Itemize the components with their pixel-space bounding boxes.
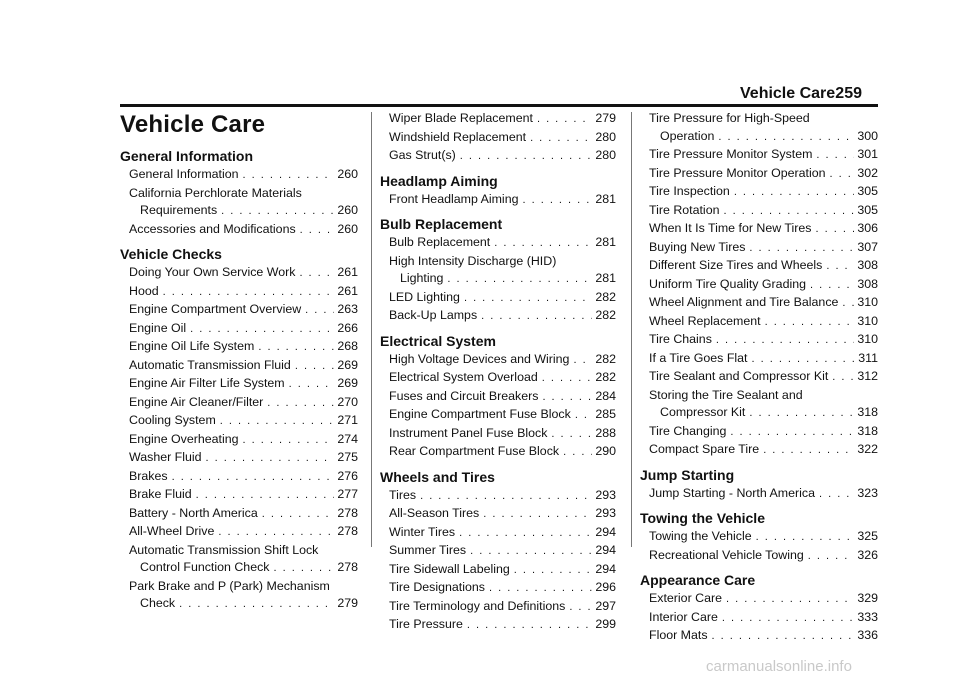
toc-column-1: [120, 110, 358, 614]
dot-leader: [537, 111, 592, 129]
dot-leader: [819, 486, 854, 504]
toc-entry-page: 310: [857, 295, 878, 309]
dot-leader: [459, 525, 592, 543]
dot-leader: [542, 389, 592, 407]
toc-entry-label: Windshield Replacement: [389, 129, 527, 144]
watermark: carmanualsonline.info: [706, 658, 852, 675]
toc-entry-page: 323: [857, 485, 878, 500]
toc-entry-page: 325: [857, 529, 878, 543]
toc-entry: [380, 406, 616, 425]
dot-leader: [749, 240, 854, 258]
toc-entry: [380, 289, 616, 308]
toc-entry-page: 305: [857, 184, 878, 198]
toc-entry-label: Tire Designations: [389, 580, 485, 594]
dot-leader: [573, 352, 592, 370]
toc-entry: [120, 283, 358, 302]
section-heading: Wheels and Tires: [380, 468, 495, 485]
toc-entry-page: 288: [595, 425, 616, 440]
dot-leader: [206, 450, 335, 468]
toc-entry-label: LED Lighting: [389, 289, 460, 304]
toc-entry-page: 281: [595, 191, 616, 206]
toc-entry-page: 329: [857, 591, 878, 605]
section-heading: General Information: [120, 148, 254, 164]
toc-entry-page: 274: [337, 431, 358, 446]
toc-entry-label: Tire Chains: [649, 332, 712, 346]
toc-entry-label: Rear Compartment Fuse Block: [389, 444, 560, 458]
header-rule: [120, 104, 878, 107]
dot-leader: [172, 469, 335, 487]
toc-entry: [380, 129, 616, 148]
toc-entry-page: 277: [337, 487, 358, 501]
toc-entry: [120, 394, 358, 413]
dot-leader: [267, 395, 334, 413]
dot-leader: [842, 295, 854, 313]
toc-entry-page: 260: [337, 167, 358, 181]
toc-entry-label: General Information: [129, 167, 239, 181]
toc-column-2: [380, 110, 616, 635]
toc-entry-page: 268: [337, 339, 358, 353]
section-heading: Electrical System: [380, 332, 496, 349]
dot-leader: [826, 258, 854, 276]
toc-entry-label: Cooling System: [129, 413, 216, 427]
toc-entry-label: Tire Changing: [649, 423, 727, 438]
dot-leader: [481, 308, 592, 326]
running-header-page-number: 259: [835, 85, 862, 102]
toc-entry-page: 322: [857, 442, 878, 456]
toc-entry-label: Tire Rotation: [649, 202, 720, 217]
toc-entry-label: Recreational Vehicle Towing: [649, 547, 804, 562]
dot-leader: [816, 221, 855, 239]
dot-leader: [563, 444, 592, 462]
toc-entry-page: 310: [857, 313, 878, 328]
toc-entry: [380, 598, 616, 617]
dot-leader: [295, 358, 334, 376]
toc-entry: [380, 524, 616, 543]
section-heading: Bulb Replacement: [380, 216, 503, 232]
toc-entry-page: 318: [857, 423, 878, 438]
toc-entry: [120, 449, 358, 468]
toc-entry: [120, 338, 358, 357]
toc-entry: [120, 166, 358, 185]
toc-entry-label-continued: Compressor Kit: [660, 405, 746, 419]
toc-entry: [640, 627, 878, 646]
dot-leader: [163, 284, 335, 302]
toc-entry-label: Accessories and Modifications: [129, 221, 296, 236]
toc-entry: [640, 441, 878, 460]
toc-entry-label: Electrical System Overload: [389, 370, 538, 384]
dot-leader: [816, 147, 854, 165]
dot-leader: [489, 580, 592, 598]
toc-entry-label-continued: Operation: [660, 128, 715, 143]
dot-leader: [734, 184, 855, 202]
toc-entry-label: Doing Your Own Service Work: [129, 265, 296, 279]
dot-leader: [722, 610, 854, 628]
toc-entry: [380, 270, 616, 289]
toc-entry-label: Wheel Replacement: [649, 313, 761, 328]
toc-entry-page: 294: [595, 524, 616, 539]
toc-entry-label: Battery - North America: [129, 505, 258, 520]
toc-entry-label: Tire Sidewall Labeling: [389, 561, 510, 576]
toc-entry: [380, 561, 616, 580]
toc-entry-label: Tire Pressure Monitor System: [649, 147, 813, 161]
dot-leader: [464, 290, 592, 308]
dot-leader: [179, 596, 334, 614]
toc-entry-label: Gas Strut(s): [389, 148, 456, 162]
toc-entry-label: Tire Sealant and Compressor Kit: [649, 369, 829, 383]
toc-entry-label: Engine Compartment Overview: [129, 302, 302, 316]
toc-entry: [380, 443, 616, 462]
toc-entry-page: 270: [337, 394, 358, 409]
toc-entry-label: Tire Pressure: [389, 617, 463, 631]
dot-leader: [258, 339, 334, 357]
toc-entry-page: 282: [595, 308, 616, 322]
toc-entry-label: Automatic Transmission Fluid: [129, 357, 291, 372]
toc-entry-label: If a Tire Goes Flat: [649, 350, 748, 365]
dot-leader: [470, 543, 592, 561]
dot-leader: [300, 222, 335, 240]
dot-leader: [262, 506, 335, 524]
toc-entry: [380, 616, 616, 635]
toc-entry-label: Towing the Vehicle: [649, 529, 752, 543]
toc-entry-page: 294: [595, 543, 616, 557]
toc-entry-page: 285: [595, 407, 616, 421]
section-heading: Appearance Care: [640, 572, 756, 588]
toc-entry: [380, 307, 616, 326]
toc-entry-page: 308: [857, 276, 878, 291]
dot-leader: [530, 130, 592, 148]
toc-entry: [120, 264, 358, 283]
dot-leader: [542, 370, 593, 388]
toc-entry-page: 299: [595, 617, 616, 631]
toc-entry: [120, 468, 358, 487]
dot-leader: [243, 167, 335, 185]
toc-entry-label: Instrument Panel Fuse Block: [389, 425, 548, 440]
toc-entry: [640, 128, 878, 147]
toc-entry-page: 293: [595, 506, 616, 520]
section-heading: Headlamp Aiming: [380, 172, 498, 189]
dot-leader: [763, 442, 854, 460]
toc-entry: [120, 431, 358, 450]
dot-leader: [756, 529, 855, 547]
toc-entry-label: California Perchlorate Materials: [129, 185, 302, 200]
dot-leader: [494, 235, 592, 253]
toc-entry-page: 312: [857, 369, 878, 383]
toc-entry: [120, 595, 358, 614]
toc-entry-label: All-Season Tires: [389, 506, 480, 520]
dot-leader: [218, 524, 334, 542]
toc-entry: [640, 220, 878, 239]
toc-entry: [640, 165, 878, 184]
dot-leader: [467, 617, 592, 635]
toc-entry-label: Floor Mats: [649, 628, 708, 642]
toc-entry-label-continued: Check: [140, 596, 176, 610]
section-heading: Vehicle Checks: [120, 246, 222, 262]
dot-leader: [810, 277, 854, 295]
toc-entry-page: 310: [857, 332, 878, 346]
toc-entry: [640, 528, 878, 547]
toc-entry-page: 297: [595, 598, 616, 613]
toc-entry-page: 301: [857, 147, 878, 161]
toc-entry-label: Engine Oil: [129, 320, 187, 335]
toc-entry-page: 269: [337, 357, 358, 372]
toc-entry-label: Engine Compartment Fuse Block: [389, 407, 571, 421]
toc-entry: [380, 542, 616, 561]
dot-leader: [551, 426, 592, 444]
dot-leader: [808, 548, 855, 566]
toc-entry-page: 308: [857, 258, 878, 272]
toc-entry-label: Buying New Tires: [649, 239, 746, 254]
toc-entry-label: High Voltage Devices and Wiring: [389, 351, 570, 366]
toc-entry: [640, 350, 878, 369]
toc-entry-label: Wheel Alignment and Tire Balance: [649, 295, 839, 309]
dot-leader: [514, 562, 593, 580]
dot-leader: [243, 432, 335, 450]
toc-entry-label-continued: Lighting: [400, 271, 444, 285]
toc-entry: [640, 368, 878, 387]
toc-entry: [120, 320, 358, 339]
toc-entry: [120, 559, 358, 578]
toc-entry-page: 282: [595, 351, 616, 366]
toc-entry: [640, 485, 878, 504]
dot-leader: [832, 369, 854, 387]
toc-entry-page: 260: [337, 221, 358, 236]
toc-entry-page: 280: [595, 148, 616, 162]
toc-entry-label: Front Headlamp Aiming: [389, 191, 519, 206]
toc-entry-label: Wiper Blade Replacement: [389, 111, 533, 125]
toc-entry-label: Tire Pressure for High-Speed: [649, 111, 810, 125]
toc-entry-label: Compact Spare Tire: [649, 442, 760, 456]
toc-entry: [120, 523, 358, 542]
dot-leader: [447, 271, 592, 289]
dot-leader: [575, 407, 593, 425]
toc-entry-label: Hood: [129, 283, 159, 298]
toc-entry: [640, 609, 878, 628]
toc-entry: [380, 369, 616, 388]
dot-leader: [730, 424, 854, 442]
toc-entry-page: 261: [337, 265, 358, 279]
dot-leader: [718, 129, 854, 147]
toc-entry: [120, 505, 358, 524]
toc-entry-page: 305: [857, 202, 878, 217]
dot-leader: [190, 321, 334, 339]
toc-entry: [640, 590, 878, 609]
toc-entry-label: Jump Starting - North America: [649, 485, 815, 500]
dot-leader: [273, 560, 334, 578]
toc-entry-page: 284: [595, 388, 616, 403]
toc-entry-label: Engine Overheating: [129, 431, 239, 446]
toc-entry-label: Brakes: [129, 468, 168, 483]
dot-leader: [299, 265, 334, 283]
toc-entry-label: When It Is Time for New Tires: [649, 221, 812, 235]
toc-entry: [640, 294, 878, 313]
toc-entry-page: 271: [337, 413, 358, 427]
toc-entry: [120, 202, 358, 221]
toc-entry: [120, 357, 358, 376]
toc-entry-page: 281: [595, 271, 616, 285]
toc-entry-page: 269: [337, 376, 358, 390]
toc-entry-label: Exterior Care: [649, 591, 722, 605]
dot-leader: [420, 488, 592, 506]
toc-entry-label: Tires: [389, 487, 417, 502]
toc-entry-page: 282: [595, 370, 616, 384]
toc-entry-label: Summer Tires: [389, 543, 467, 557]
toc-entry: [380, 425, 616, 444]
toc-entry: [640, 276, 878, 295]
toc-entry-label: Winter Tires: [389, 524, 456, 539]
toc-entry: [120, 221, 358, 240]
toc-entry: [120, 301, 358, 320]
toc-entry: [120, 412, 358, 431]
column-divider: [631, 112, 632, 547]
dot-leader: [749, 405, 854, 423]
toc-entry-page: 263: [337, 302, 358, 316]
dot-leader: [460, 148, 593, 166]
toc-entry-page: 336: [857, 628, 878, 642]
toc-entry-label: High Intensity Discharge (HID): [389, 253, 557, 268]
dot-leader: [716, 332, 854, 350]
toc-entry-page: 318: [857, 405, 878, 419]
toc-entry: [380, 147, 616, 166]
toc-entry-label: Interior Care: [649, 609, 718, 624]
toc-entry-page: 333: [857, 609, 878, 624]
toc-entry-page: 296: [595, 580, 616, 594]
toc-entry-label: Brake Fluid: [129, 487, 192, 501]
toc-entry-label: Engine Oil Life System: [129, 339, 255, 353]
toc-entry: [640, 423, 878, 442]
toc-entry: [640, 239, 878, 258]
dot-leader: [305, 302, 334, 320]
dot-leader: [483, 506, 592, 524]
dot-leader: [830, 166, 855, 184]
toc-entry: [640, 331, 878, 350]
toc-entry-label: Automatic Transmission Shift Lock: [129, 542, 319, 557]
dot-leader: [726, 591, 854, 609]
toc-entry-page: 278: [337, 505, 358, 520]
toc-entry-page: 279: [337, 596, 358, 610]
toc-entry-label: All-Wheel Drive: [129, 524, 215, 538]
column-divider: [371, 112, 372, 547]
dot-leader: [723, 203, 854, 221]
toc-entry: [380, 234, 616, 253]
toc-entry-page: 302: [857, 165, 878, 180]
toc-entry-page: 306: [857, 221, 878, 235]
toc-entry-page: 293: [595, 487, 616, 502]
toc-entry-page: 326: [857, 547, 878, 562]
toc-entry-page: 281: [595, 235, 616, 249]
toc-entry: [380, 579, 616, 598]
toc-entry-label: Fuses and Circuit Breakers: [389, 388, 539, 403]
toc-entry-label-continued: Control Function Check: [140, 560, 270, 574]
toc-entry-page: 307: [857, 239, 878, 254]
toc-entry-page: 290: [595, 444, 616, 458]
toc-entry: [380, 487, 616, 506]
toc-entry: [640, 257, 878, 276]
toc-entry-label: Uniform Tire Quality Grading: [649, 276, 806, 291]
dot-leader: [220, 413, 335, 431]
dot-leader: [289, 376, 335, 394]
chapter-title: Vehicle Care: [120, 111, 266, 138]
toc-entry-page: 276: [337, 468, 358, 483]
toc-entry: [640, 146, 878, 165]
section-heading: Jump Starting: [640, 466, 735, 483]
toc-entry: [380, 505, 616, 524]
toc-entry-label: Park Brake and P (Park) Mechanism: [129, 578, 330, 593]
section-heading: Towing the Vehicle: [640, 510, 765, 526]
toc-entry-page: 260: [337, 203, 358, 217]
toc-entry-label: Engine Air Cleaner/Filter: [129, 394, 264, 409]
toc-entry: [120, 486, 358, 505]
running-header-title: Vehicle Care: [740, 85, 836, 102]
toc-entry-page: 278: [337, 560, 358, 574]
toc-entry-page: 278: [337, 524, 358, 538]
toc-entry-page: 280: [595, 129, 616, 144]
toc-entry-label: Washer Fluid: [129, 450, 202, 464]
toc-entry: [640, 547, 878, 566]
toc-entry-page: 311: [858, 350, 878, 365]
toc-entry-page: 282: [595, 289, 616, 304]
dot-leader: [522, 192, 592, 210]
toc-column-3: [640, 110, 878, 646]
toc-entry-page: 266: [337, 320, 358, 335]
toc-entry-page: 294: [595, 561, 616, 576]
toc-entry: [640, 404, 878, 423]
toc-entry-page: 261: [337, 283, 358, 298]
toc-entry: [380, 110, 616, 129]
toc-entry-label: Bulb Replacement: [389, 235, 491, 249]
toc-entry-label-continued: Requirements: [140, 203, 218, 217]
toc-entry: [640, 183, 878, 202]
dot-leader: [765, 314, 855, 332]
toc-entry: [380, 191, 616, 210]
toc-entry: [120, 375, 358, 394]
dot-leader: [196, 487, 335, 505]
dot-leader: [221, 203, 334, 221]
toc-entry-page: 300: [857, 128, 878, 143]
toc-entry-label: Engine Air Filter Life System: [129, 376, 285, 390]
dot-leader: [751, 351, 855, 369]
toc-entry: [640, 313, 878, 332]
toc-entry-label: Back-Up Lamps: [389, 308, 478, 322]
toc-entry-page: 279: [595, 111, 616, 125]
toc-entry: [640, 202, 878, 221]
toc-entry-label: Tire Inspection: [649, 184, 730, 198]
dot-leader: [712, 628, 855, 646]
toc-entry-page: 275: [337, 450, 358, 464]
toc-entry-label: Tire Terminology and Definitions: [389, 598, 566, 613]
toc-entry-label: Tire Pressure Monitor Operation: [649, 165, 826, 180]
toc-entry: [380, 388, 616, 407]
toc-entry-label: Storing the Tire Sealant and: [649, 387, 803, 402]
toc-entry-label: Different Size Tires and Wheels: [649, 258, 823, 272]
toc-entry: [380, 351, 616, 370]
dot-leader: [569, 599, 592, 617]
